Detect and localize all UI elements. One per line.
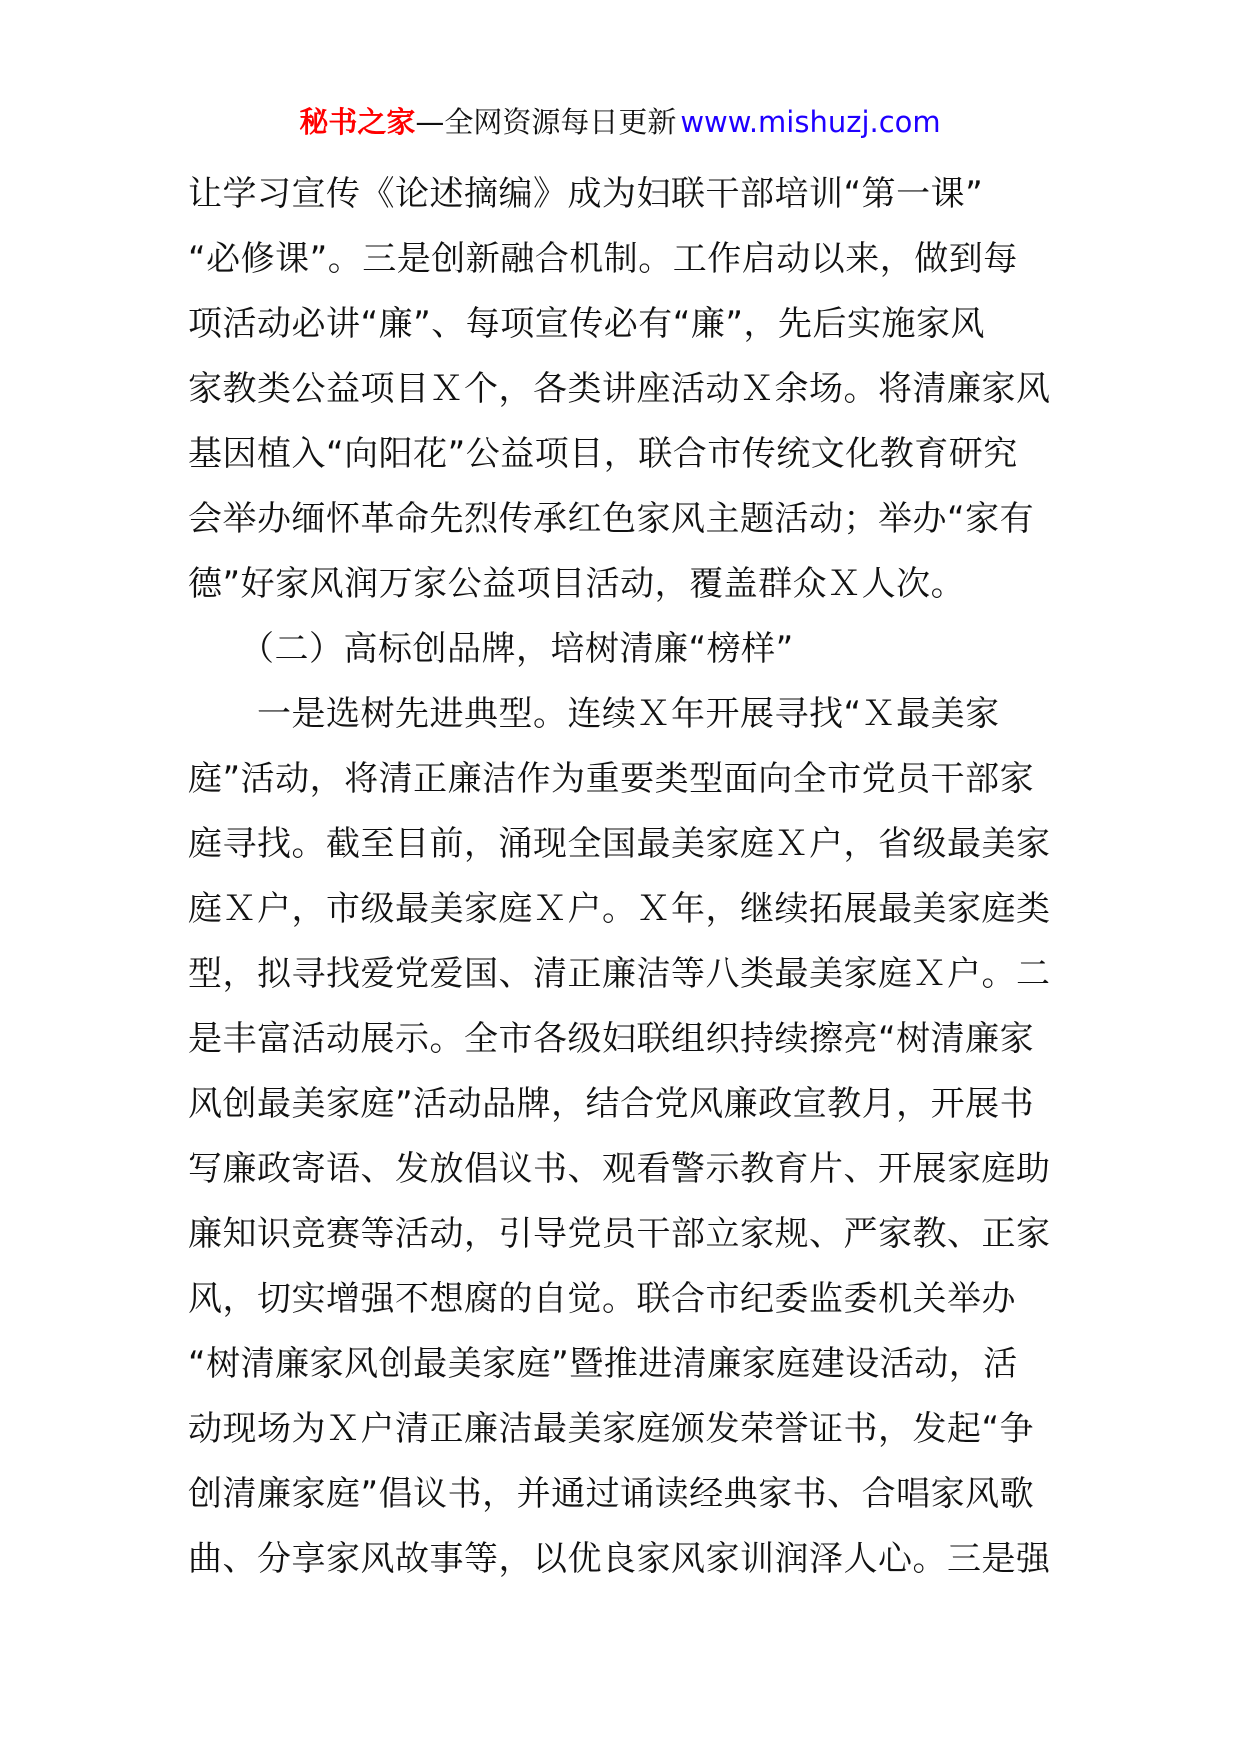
text-line: 项活动必讲“廉”、每项宣传必有“廉”，先后实施家风 <box>188 304 985 344</box>
site-url-link[interactable]: www.mishuzj.com <box>680 105 941 139</box>
site-brand: 秘书之家 <box>299 105 416 139</box>
text-line: 型，拟寻找爱党爱国、清正廉洁等八类最美家庭Ｘ户。二 <box>188 954 1051 994</box>
text-line: 风，切实增强不想腐的自觉。联合市纪委监委机关举办 <box>188 1279 1016 1319</box>
document-body <box>188 162 1064 1592</box>
text-line: “必修课”。三是创新融合机制。工作启动以来，做到每 <box>188 239 1018 279</box>
text-line: “树清廉家风创最美家庭”暨推进清廉家庭建设活动，活 <box>188 1344 1018 1384</box>
text-line: 动现场为Ｘ户清正廉洁最美家庭颁发荣誉证书，发起“争 <box>188 1409 1035 1449</box>
text-line: 是丰富活动展示。全市各级妇联组织持续擦亮“树清廉家 <box>188 1019 1035 1059</box>
text-line: 曲、分享家风故事等，以优良家风家训润泽人心。三是强 <box>188 1539 1051 1579</box>
text-line: 家教类公益项目Ｘ个，各类讲座活动Ｘ余场。将清廉家风 <box>188 369 1051 409</box>
text-line: 写廉政寄语、发放倡议书、观看警示教育片、开展家庭助 <box>188 1149 1051 1189</box>
text-line: 创清廉家庭”倡议书，并通过诵读经典家书、合唱家风歌 <box>188 1474 1035 1514</box>
text-line: 庭”活动，将清正廉洁作为重要类型面向全市党员干部家 <box>188 759 1035 799</box>
text-line: 庭寻找。截至目前，涌现全国最美家庭Ｘ户，省级最美家 <box>188 824 1051 864</box>
text-line: 一是选树先进典型。连续Ｘ年开展寻找“Ｘ最美家 <box>188 694 1000 734</box>
text-line: 庭Ｘ户，市级最美家庭Ｘ户。Ｘ年，继续拓展最美家庭类 <box>188 889 1051 929</box>
text-line: 德”好家风润万家公益项目活动，覆盖群众Ｘ人次。 <box>188 564 966 604</box>
page-header <box>0 100 1240 144</box>
text-line: 廉知识竞赛等活动，引导党员干部立家规、严家教、正家 <box>188 1214 1051 1254</box>
text-line: 让学习宣传《论述摘编》成为妇联干部培训“第一课” <box>188 174 984 214</box>
text-line: 会举办缅怀革命先烈传承红色家风主题活动；举办“家有 <box>188 499 1035 539</box>
site-tagline: —全网资源每日更新 <box>415 105 677 139</box>
text-line: 基因植入“向阳花”公益项目，联合市传统文化教育研究 <box>188 434 1018 474</box>
text-line: 风创最美家庭”活动品牌，结合党风廉政宣教月，开展书 <box>188 1084 1035 1124</box>
section-heading: （二）高标创品牌，培树清廉“榜样” <box>188 629 794 669</box>
